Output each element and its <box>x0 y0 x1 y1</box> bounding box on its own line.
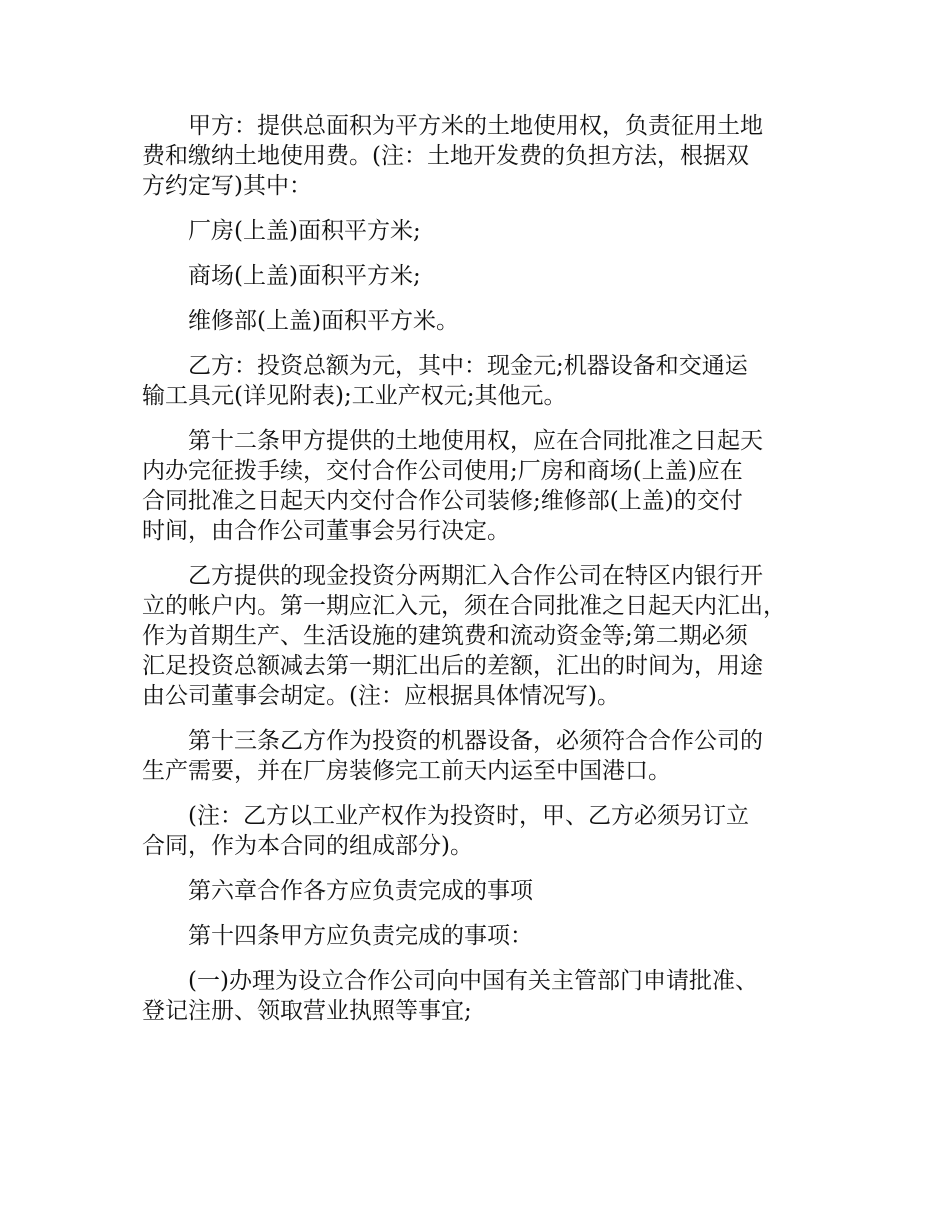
paragraph-party-a-land: 甲方：提供总面积为平方米的土地使用权，负责征用土地 费和缴纳土地使用费。(注：土地开发费的负担方法，根据双 方约定写)其中： <box>142 113 763 199</box>
paragraph-article-13: 第十三条乙方作为投资的机器设备，必须符合合作公司的 生产需要，并在厂房装修完工前天内运至中国港口。 <box>142 728 763 784</box>
paragraph-note-ip: (注：乙方以工业产权作为投资时，甲、乙方必须另订立 合同，作为本合同的组成部分)。 <box>142 803 749 859</box>
paragraph-repair-area: 维修部(上盖)面积平方米。 <box>188 308 459 334</box>
paragraph-article-12: 第十二条甲方提供的土地使用权，应在合同批准之日起天 内办完征拨手续，交付合作公司使用;厂房和商场(上盖)应在 合同批准之日起天内交付合作公司装修;维修部(上盖)的交付 时间，由合作公司董事会另行决定。 <box>142 428 763 544</box>
paragraph-factory-area: 厂房(上盖)面积平方米; <box>188 218 421 244</box>
paragraph-article-14: 第十四条甲方应负责完成的事项： <box>188 923 533 949</box>
chapter-heading-6: 第六章合作各方应负责完成的事项 <box>188 878 533 904</box>
paragraph-cash-investment: 乙方提供的现金投资分两期汇入合作公司在特区内银行开 立的帐户内。第一期应汇入元，须在合同批准之日起天内汇出， 作为首期生产、生活设施的建筑费和流动资金等;第二期必须 汇足投资总额减去第一期汇出后的差额，汇出的时间为，用途 由公司董事会胡定。(注：应根据具体情况写)。 <box>142 563 786 709</box>
paragraph-party-b-investment: 乙方：投资总额为元，其中：现金元;机器设备和交通运 输工具元(详见附表);工业产权元;其他元。 <box>142 353 748 409</box>
document-body <box>142 111 832 1041</box>
paragraph-mall-area: 商场(上盖)面积平方米; <box>188 263 421 289</box>
paragraph-item-1: (一)办理为设立合作公司向中国有关主管部门申请批准、 登记注册、领取营业执照等事宜; <box>142 968 758 1024</box>
